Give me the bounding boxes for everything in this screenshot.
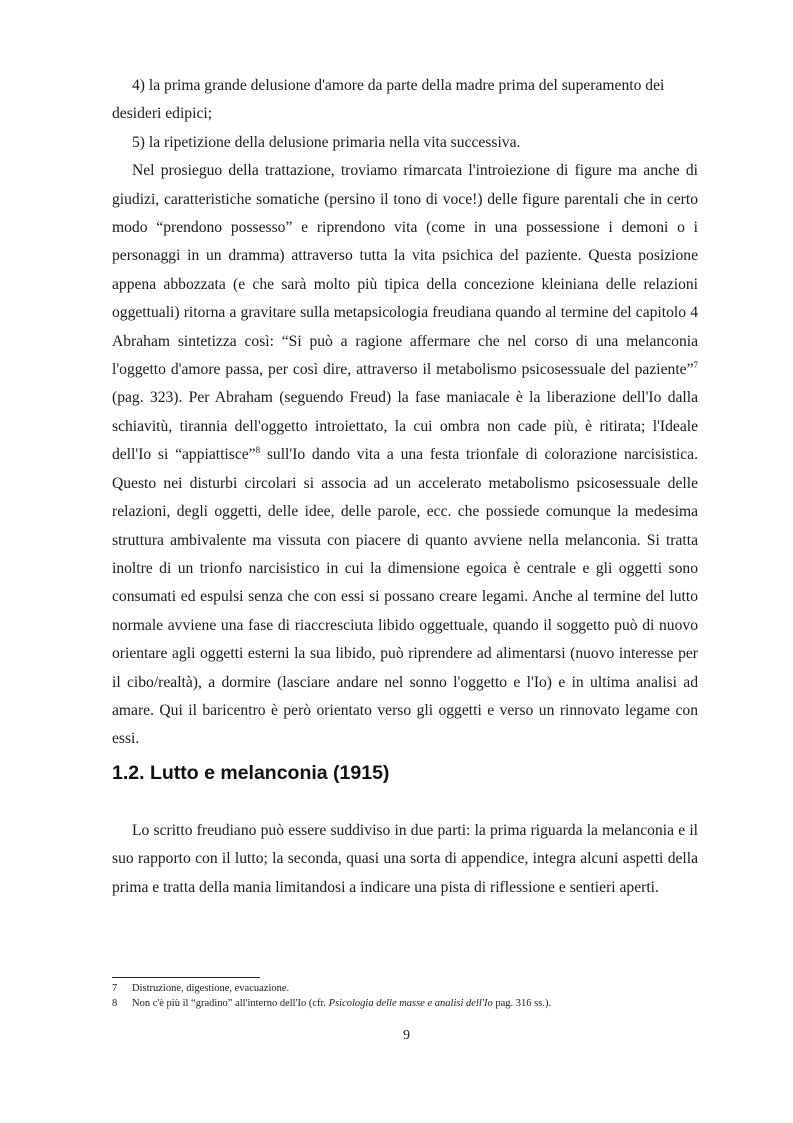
footnote-divider	[112, 977, 260, 978]
footnote-8	[112, 997, 698, 1012]
footnote-book-title: Psicologia delle masse e analisi dell'Io	[328, 997, 493, 1009]
footnotes	[112, 982, 698, 1011]
footnote-text-after: pag. 316 ss.).	[492, 997, 552, 1009]
footnote-7	[112, 982, 698, 997]
footnote-number: 7	[112, 983, 118, 994]
footnote-number: 8	[112, 997, 118, 1009]
footnote-ref-8[interactable]: 8	[255, 445, 261, 456]
footnote-text-before: Non c'è più il “gradino” all'interno dell'Io (cfr.	[132, 997, 329, 1009]
paragraph-abraham	[112, 157, 698, 754]
footnote-text: Distruzione, digestione, evacuazione.	[132, 983, 290, 994]
paragraph-text-2: (pag. 323). Per Abraham (seguendo Freud) la fase maniacale è la liberazione dell'Io dalla schiavitù, tirannia dell'oggetto introiettato, la cui ombra non cade più, è ritirata; l'Ideale dell'Io si “appiattisce”	[112, 389, 698, 464]
section-body	[112, 817, 698, 902]
footnote-ref-7[interactable]: 7	[693, 359, 698, 370]
body-text	[112, 72, 698, 754]
paragraph-text-3: sull'Io dando vita a una festa trionfale di colorazione narcisistica. Questo nei disturbi circolari si associa ad un accelerato metabolismo psicosessuale delle relazioni, degli oggetti, delle idee, delle parole, ecc. che possiede comunque la medesima struttura ambivalente ma vissuta con piacere di quanto avviene nella melanconia. Si tratta inoltre di un trionfo narcisistico in cui la dimensione egoica è centrale e gli oggetti sono consumati ed espulsi senza che con essi si possano creare legami. Anche al termine del lutto normale avviene una fase di riaccresciuta libido oggettuale, quando il soggetto può di nuovo orientare agli oggetti esterni la sua libido, può riprendere ad alimentarsi (nuovo interesse per il cibo/realtà), a dormire (lasciare andare nel sonno l'oggetto e l'Io) e in ultima analisi ad amare. Qui il baricentro è però orientato verso gli oggetti e verso un rinnovato legame con essi.	[112, 446, 698, 748]
footnote-text	[132, 997, 551, 1012]
paragraph-freud: Lo scritto freudiano può essere suddiviso in due parti: la prima riguarda la melanconia e il suo rapporto con il lutto; la seconda, quasi una sorta di appendice, integra alcuni aspetti della prima e tratta della mania limitandosi a indicare una pista di riflessione e sentieri aperti.	[112, 822, 698, 896]
section-heading: 1.2. Lutto e melanconia (1915)	[112, 762, 390, 784]
paragraph-text-1: Nel prosieguo della trattazione, troviamo rimarcata l'introiezione di figure ma anche di giudizi, caratteristiche somatiche (persino il tono di voce!) delle figure parentali che in certo modo “prendono possesso” e riprendono vita (come in una possessione i demoni o i personaggi in un dramma) attraverso tutta la vita psichica del paziente. Questa posizione appena abbozzata (e che sarà molto più tipica della concezione kleiniana delle relazioni oggettuali) ritorna a gravitare sulla metapsicologia freudiana quando al termine del capitolo 4 Abraham sintetizza così: “Si può a ragione affermare che nel corso di una melanconia l'oggetto d'amore passa, per così dire, attraverso il metabolismo psicosessuale del paziente”	[112, 162, 698, 379]
page-number: 9	[403, 1028, 410, 1043]
list-item-4: 4) la prima grande delusione d'amore da parte della madre prima del superamento dei desideri edipici;	[112, 77, 665, 123]
list-item-5: 5) la ripetizione della delusione primaria nella vita successiva.	[132, 133, 521, 151]
